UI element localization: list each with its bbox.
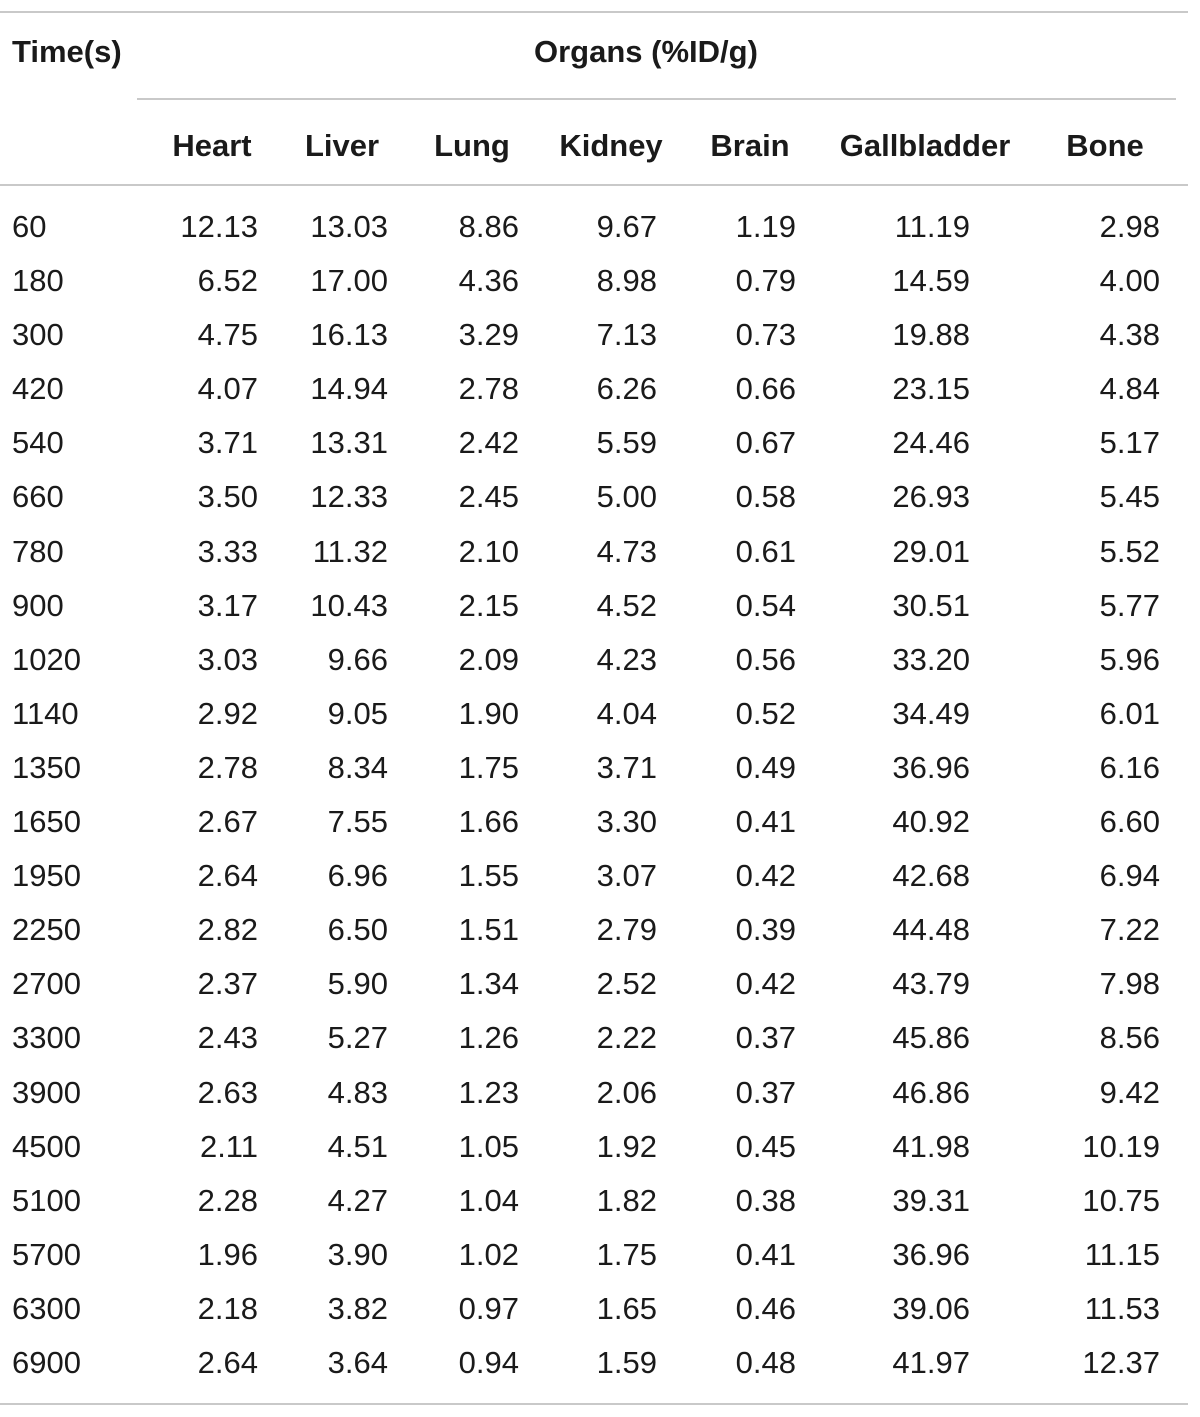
value-cell-gallbladder: 40.92 [892,804,970,840]
value-cell-heart: 4.75 [197,317,258,353]
value-cell-kidney: 4.23 [596,641,657,677]
value-cell-liver: 17.00 [310,263,388,299]
value-cell-bone: 4.00 [1099,263,1160,299]
column-header-kidney: Kidney [559,128,663,163]
table-top-rule [0,11,1188,13]
value-cell-gallbladder: 44.48 [892,912,970,948]
table-row [0,205,1200,259]
value-cell-brain: 0.79 [735,263,796,299]
value-cell-bone: 6.16 [1099,749,1160,785]
table-row [0,367,1200,421]
value-cell-bone: 6.01 [1099,695,1160,731]
value-cell-kidney: 1.82 [596,1182,657,1218]
value-cell-heart: 3.50 [197,479,258,515]
value-cell-gallbladder: 39.31 [892,1182,970,1218]
value-cell-lung: 2.45 [458,479,519,515]
table-row [0,746,1200,800]
value-cell-lung: 8.86 [458,209,519,244]
value-cell-gallbladder: 36.96 [892,749,970,785]
value-cell-brain: 0.45 [735,1128,796,1164]
value-cell-kidney: 2.22 [596,1020,657,1056]
value-cell-brain: 0.67 [735,425,796,461]
value-cell-liver: 16.13 [310,317,388,353]
value-cell-heart: 2.63 [197,1074,258,1110]
value-cell-lung: 1.26 [458,1020,519,1056]
value-cell-gallbladder: 19.88 [892,317,970,353]
table-row [0,908,1200,962]
value-cell-lung: 1.04 [458,1182,519,1218]
time-cell: 60 [12,209,47,244]
value-cell-lung: 1.66 [458,804,519,840]
value-cell-brain: 0.39 [735,912,796,948]
value-cell-heart: 3.17 [197,587,258,623]
value-cell-liver: 8.34 [327,749,388,785]
value-cell-kidney: 4.52 [596,587,657,623]
value-cell-kidney: 5.00 [596,479,657,515]
value-cell-brain: 0.52 [735,695,796,731]
time-cell: 4500 [12,1128,81,1164]
time-cell: 3900 [12,1074,81,1110]
column-header-brain: Brain [710,128,790,163]
column-header-bone: Bone [1066,128,1144,163]
value-cell-gallbladder: 29.01 [892,533,970,569]
value-cell-lung: 2.10 [458,533,519,569]
value-cell-brain: 0.37 [735,1020,796,1056]
value-cell-gallbladder: 41.98 [892,1128,970,1164]
table-row [0,313,1200,367]
value-cell-brain: 1.19 [735,209,796,244]
value-cell-kidney: 2.79 [596,912,657,948]
value-cell-liver: 4.83 [327,1074,388,1110]
value-cell-liver: 3.82 [327,1290,388,1326]
value-cell-kidney: 5.59 [596,425,657,461]
value-cell-bone: 12.37 [1082,1344,1160,1380]
value-cell-heart: 2.37 [197,966,258,1002]
value-cell-lung: 1.51 [458,912,519,948]
value-cell-lung: 2.42 [458,425,519,461]
value-cell-heart: 2.43 [197,1020,258,1056]
value-cell-liver: 12.33 [310,479,388,515]
value-cell-kidney: 1.59 [596,1344,657,1380]
value-cell-bone: 7.22 [1099,912,1160,948]
time-cell: 540 [12,425,64,461]
value-cell-brain: 0.49 [735,749,796,785]
value-cell-kidney: 3.30 [596,804,657,840]
group-header-rule [137,98,1176,100]
time-cell: 1020 [12,641,81,677]
value-cell-lung: 1.02 [458,1236,519,1272]
table-row [0,692,1200,746]
time-cell: 1350 [12,749,81,785]
value-cell-gallbladder: 45.86 [892,1020,970,1056]
value-cell-kidney: 3.71 [596,749,657,785]
value-cell-kidney: 1.75 [596,1236,657,1272]
table-row [0,1016,1200,1070]
value-cell-brain: 0.56 [735,641,796,677]
value-cell-heart: 2.92 [197,695,258,731]
value-cell-bone: 4.84 [1099,371,1160,407]
value-cell-gallbladder: 43.79 [892,966,970,1002]
value-cell-heart: 2.18 [197,1290,258,1326]
value-cell-brain: 0.38 [735,1182,796,1218]
value-cell-heart: 1.96 [197,1236,258,1272]
value-cell-bone: 6.94 [1099,858,1160,894]
value-cell-brain: 0.46 [735,1290,796,1326]
time-cell: 1950 [12,858,81,894]
value-cell-lung: 1.23 [458,1074,519,1110]
value-cell-bone: 10.75 [1082,1182,1160,1218]
value-cell-kidney: 7.13 [596,317,657,353]
table-bottom-rule [0,1403,1188,1405]
time-cell: 900 [12,587,64,623]
value-cell-liver: 10.43 [310,587,388,623]
time-cell: 6900 [12,1344,81,1380]
table-row [0,1233,1200,1287]
value-cell-heart: 6.52 [197,263,258,299]
time-cell: 1650 [12,804,81,840]
value-cell-heart: 3.33 [197,533,258,569]
table-row [0,475,1200,529]
value-cell-gallbladder: 30.51 [892,587,970,623]
value-cell-heart: 2.11 [199,1128,258,1164]
value-cell-lung: 1.34 [458,966,519,1002]
value-cell-bone: 6.60 [1099,804,1160,840]
value-cell-lung: 2.78 [458,371,519,407]
time-cell: 5100 [12,1182,81,1218]
value-cell-kidney: 9.67 [596,209,657,244]
time-cell: 420 [12,371,64,407]
value-cell-heart: 2.67 [197,804,258,840]
value-cell-heart: 2.64 [197,858,258,894]
value-cell-lung: 1.75 [458,749,519,785]
value-cell-liver: 6.50 [327,912,388,948]
value-cell-bone: 11.53 [1084,1290,1160,1326]
table-row [0,421,1200,475]
value-cell-liver: 11.32 [312,533,388,569]
value-cell-kidney: 8.98 [596,263,657,299]
value-cell-heart: 2.28 [197,1182,258,1218]
value-cell-brain: 0.42 [735,966,796,1002]
value-cell-gallbladder: 14.59 [892,263,970,299]
time-cell: 6300 [12,1290,81,1326]
value-cell-liver: 13.03 [310,209,388,244]
column-header-gallbladder: Gallbladder [839,128,1011,163]
value-cell-bone: 10.19 [1082,1128,1160,1164]
value-cell-bone: 8.56 [1099,1020,1160,1056]
value-cell-lung: 3.29 [458,317,519,353]
value-cell-bone: 7.98 [1099,966,1160,1002]
value-cell-heart: 2.64 [197,1344,258,1380]
value-cell-brain: 0.58 [735,479,796,515]
value-cell-bone: 5.77 [1099,587,1160,623]
column-header-lung: Lung [434,128,510,163]
table-row [0,530,1200,584]
value-cell-liver: 13.31 [310,425,388,461]
value-cell-brain: 0.41 [735,804,796,840]
time-cell: 3300 [12,1020,81,1056]
value-cell-gallbladder: 36.96 [892,1236,970,1272]
value-cell-kidney: 2.06 [596,1074,657,1110]
value-cell-liver: 9.05 [327,695,388,731]
value-cell-lung: 1.55 [458,858,519,894]
value-cell-heart: 4.07 [197,371,258,407]
value-cell-bone: 5.17 [1099,425,1160,461]
time-cell: 300 [12,317,64,353]
value-cell-liver: 7.55 [327,804,388,840]
value-cell-liver: 5.27 [327,1020,388,1056]
value-cell-gallbladder: 33.20 [892,641,970,677]
header-bottom-rule [0,184,1188,186]
value-cell-liver: 3.90 [327,1236,388,1272]
value-cell-gallbladder: 34.49 [892,695,970,731]
time-cell: 780 [12,533,64,569]
value-cell-liver: 5.90 [327,966,388,1002]
time-header: Time(s) [12,34,122,69]
time-cell: 1140 [12,695,79,731]
value-cell-gallbladder: 46.86 [892,1074,970,1110]
table-body [0,205,1200,1395]
column-header-liver: Liver [304,128,380,163]
value-cell-kidney: 4.73 [596,533,657,569]
table-row [0,259,1200,313]
value-cell-kidney: 1.65 [596,1290,657,1326]
value-cell-bone: 5.52 [1099,533,1160,569]
value-cell-bone: 11.15 [1084,1236,1160,1272]
value-cell-liver: 9.66 [327,641,388,677]
table-row [0,584,1200,638]
value-cell-liver: 6.96 [327,858,388,894]
value-cell-brain: 0.42 [735,858,796,894]
value-cell-brain: 0.48 [735,1344,796,1380]
value-cell-lung: 1.90 [458,695,519,731]
value-cell-brain: 0.66 [735,371,796,407]
column-header-heart: Heart [172,128,252,163]
value-cell-kidney: 3.07 [596,858,657,894]
value-cell-gallbladder: 23.15 [892,371,970,407]
value-cell-bone: 9.42 [1099,1074,1160,1110]
value-cell-bone: 2.98 [1099,209,1160,244]
value-cell-gallbladder: 42.68 [892,858,970,894]
value-cell-brain: 0.41 [735,1236,796,1272]
value-cell-gallbladder: 41.97 [892,1344,970,1380]
value-cell-liver: 14.94 [310,371,388,407]
value-cell-bone: 4.38 [1099,317,1160,353]
value-cell-brain: 0.61 [735,533,796,569]
value-cell-brain: 0.73 [735,317,796,353]
value-cell-lung: 0.94 [458,1344,519,1380]
value-cell-kidney: 6.26 [596,371,657,407]
time-cell: 5700 [12,1236,81,1272]
value-cell-heart: 12.13 [180,209,258,244]
value-cell-heart: 2.78 [197,749,258,785]
table-row [0,1071,1200,1125]
value-cell-liver: 4.51 [327,1128,388,1164]
value-cell-lung: 2.09 [458,641,519,677]
value-cell-bone: 5.45 [1099,479,1160,515]
table-row [0,1341,1200,1395]
table-row [0,1287,1200,1341]
value-cell-heart: 3.71 [197,425,258,461]
value-cell-bone: 5.96 [1099,641,1160,677]
value-cell-lung: 1.05 [458,1128,519,1164]
time-cell: 2250 [12,912,81,948]
table-row [0,800,1200,854]
value-cell-gallbladder: 39.06 [892,1290,970,1326]
time-cell: 660 [12,479,64,515]
organs-group-header: Organs (%ID/g) [534,34,758,69]
value-cell-liver: 3.64 [327,1344,388,1380]
value-cell-lung: 4.36 [458,263,519,299]
value-cell-liver: 4.27 [327,1182,388,1218]
time-cell: 180 [12,263,64,299]
value-cell-heart: 2.82 [197,912,258,948]
value-cell-lung: 2.15 [458,587,519,623]
value-cell-brain: 0.37 [735,1074,796,1110]
table-row [0,638,1200,692]
table-row [0,854,1200,908]
value-cell-gallbladder: 11.19 [894,209,970,244]
table-row [0,1125,1200,1179]
value-cell-gallbladder: 24.46 [892,425,970,461]
value-cell-heart: 3.03 [197,641,258,677]
value-cell-lung: 0.97 [458,1290,519,1326]
value-cell-brain: 0.54 [735,587,796,623]
value-cell-kidney: 4.04 [596,695,657,731]
value-cell-gallbladder: 26.93 [892,479,970,515]
table-row [0,962,1200,1016]
time-cell: 2700 [12,966,81,1002]
table-row [0,1179,1200,1233]
value-cell-kidney: 1.92 [596,1128,657,1164]
value-cell-kidney: 2.52 [596,966,657,1002]
